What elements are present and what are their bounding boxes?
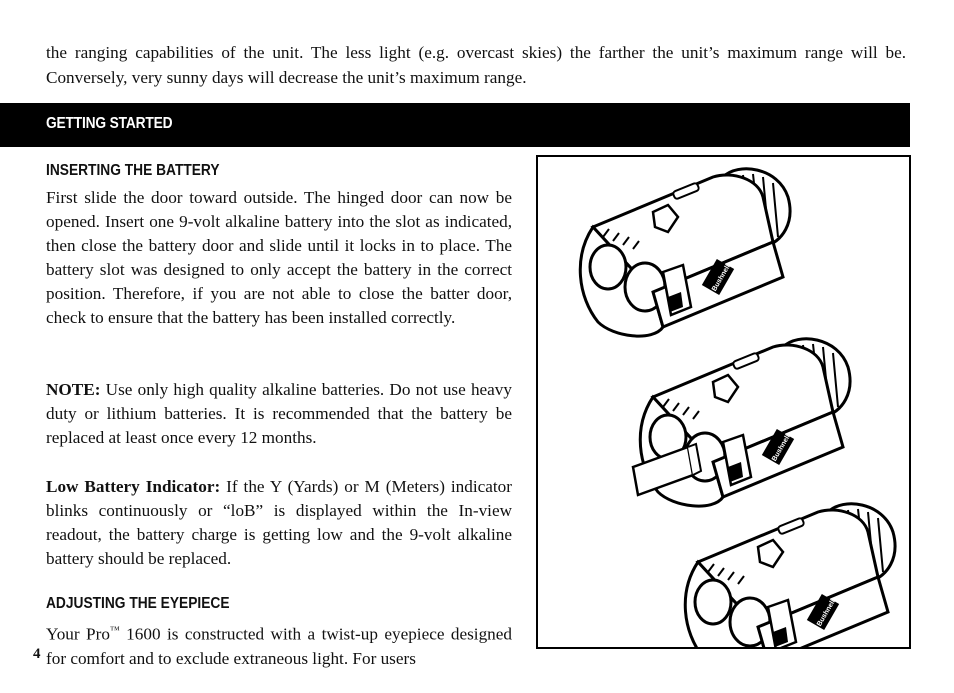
battery-heading: INSERTING THE BATTERY — [46, 162, 220, 179]
low-battery-text: If the Y (Yards) or M (Meters) indicator blinks continuously or “loB” is displayed within the In-view readout, the battery charge is getting low and the 9-volt alkaline battery should be replaced. — [46, 477, 512, 569]
trademark-symbol: ™ — [109, 625, 120, 636]
eyepiece-text-rest: 1600 is constructed with a twist-up eyepiece designed for comfort and to exclude extraneous light. For users — [46, 624, 512, 668]
battery-paragraph: First slide the door toward outside. The hinged door can now be opened. Insert one 9-volt alkaline battery into the slot as indicated, then close the battery door and slide until it locks in to place. The battery slot was designed to only accept the battery in the correct position. Therefore, if you are not able to close the batter door, check to ensure that the battery has been installed correctly. — [46, 188, 512, 328]
section-banner — [0, 103, 910, 147]
note-label: NOTE: — [46, 380, 101, 399]
note-paragraph — [46, 378, 512, 450]
low-battery-paragraph — [46, 475, 512, 571]
battery-illustration — [536, 155, 911, 649]
note-text: Use only high quality alkaline batteries. Do not use heavy duty or lithium batteries. It is recommended that the battery be replaced at least once every 12 months. — [46, 380, 512, 448]
rangefinder-drawings — [538, 157, 909, 647]
eyepiece-paragraph — [46, 619, 512, 671]
page-number: 4 — [33, 646, 41, 662]
eyepiece-text-start: Your Pro — [46, 624, 110, 644]
eyepiece-heading: ADJUSTING THE EYEPIECE — [46, 595, 230, 612]
section-title: GETTING STARTED — [46, 115, 173, 132]
low-battery-label: Low Battery Indicator: — [46, 477, 221, 496]
intro-paragraph: the ranging capabilities of the unit. The less light (e.g. overcast skies) the farther the unit’s maximum range will be. Conversely, very sunny days will decrease the unit’s maximum range. — [46, 43, 906, 87]
